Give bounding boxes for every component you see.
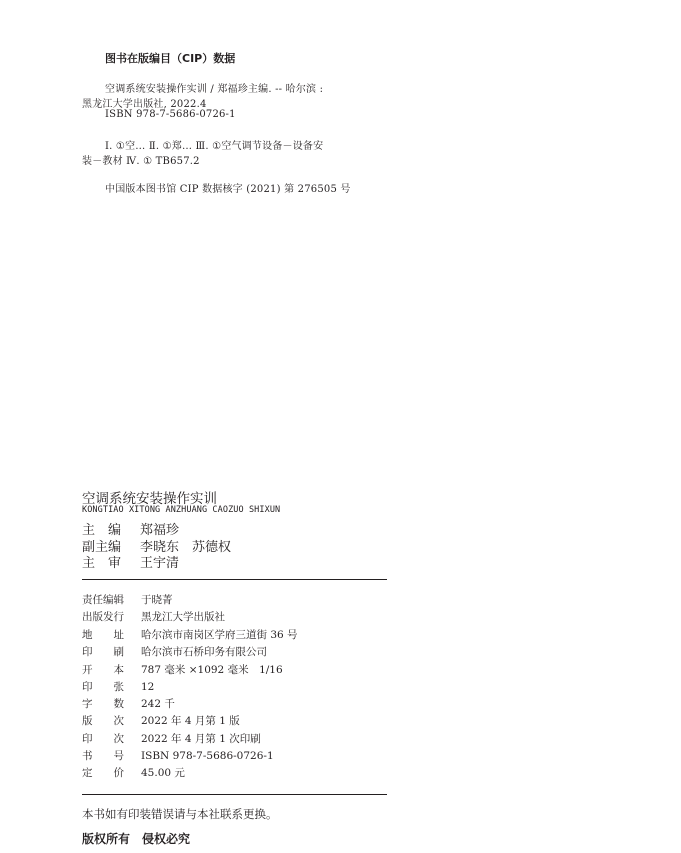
info-row bbox=[82, 713, 240, 728]
divider-bottom bbox=[82, 794, 387, 795]
info-row bbox=[82, 592, 173, 607]
info-label: 字 数 bbox=[82, 698, 124, 710]
info-label: 书 号 bbox=[82, 750, 124, 762]
reviewer-row bbox=[82, 552, 179, 571]
info-label: 定 价 bbox=[82, 767, 124, 779]
info-label: 印 次 bbox=[82, 733, 124, 745]
role-label: 主 编 bbox=[82, 523, 122, 538]
info-value: 45.00 元 bbox=[141, 767, 185, 779]
info-row bbox=[82, 696, 175, 711]
book-title: 空调系统安装操作实训 bbox=[82, 491, 217, 507]
info-row bbox=[82, 748, 274, 763]
info-row bbox=[82, 765, 185, 780]
info-value: 242 千 bbox=[141, 698, 175, 710]
info-row bbox=[82, 627, 298, 642]
role-label: 主 审 bbox=[82, 556, 122, 571]
info-label: 责任编辑 bbox=[82, 594, 124, 606]
info-value: 哈尔滨市南岗区学府三道街 36 号 bbox=[141, 629, 298, 641]
info-value: 787 毫米 ×1092 毫米 1/16 bbox=[141, 664, 283, 676]
info-row bbox=[82, 644, 267, 659]
info-label: 出版发行 bbox=[82, 611, 124, 623]
role-names: 王宇清 bbox=[140, 556, 180, 571]
info-label: 印 刷 bbox=[82, 646, 124, 658]
cip-line-classification: Ⅰ. ①空… Ⅱ. ①郑… Ⅲ. ①空气调节设备－设备安 bbox=[105, 141, 324, 152]
info-row bbox=[82, 679, 154, 694]
info-label: 印 张 bbox=[82, 681, 124, 693]
info-value: 2022 年 4 月第 1 版 bbox=[141, 715, 240, 727]
divider-top bbox=[82, 579, 387, 580]
cip-line-2: 黑龙江大学出版社, 2022.4 bbox=[82, 99, 207, 110]
info-label: 地 址 bbox=[82, 629, 124, 641]
info-row bbox=[82, 731, 261, 746]
replacement-notice: 本书如有印装错误请与本社联系更换。 bbox=[82, 807, 278, 821]
info-value: 2022 年 4 月第 1 次印刷 bbox=[141, 733, 261, 745]
role-names: 郑福珍 bbox=[140, 523, 180, 538]
cip-line-classification-cont: 装－教材 Ⅳ. ① TB657.2 bbox=[82, 156, 200, 167]
cip-title: 图书在版编目（CIP）数据 bbox=[105, 52, 236, 65]
role-label: 副主编 bbox=[82, 540, 122, 555]
book-title-pinyin: KONGTIAO XITONG ANZHUANG CAOZUO SHIXUN bbox=[82, 505, 281, 515]
cip-line-record-number: 中国版本图书馆 CIP 数据核字 (2021) 第 276505 号 bbox=[105, 184, 351, 195]
info-value: 于晓菁 bbox=[141, 594, 173, 606]
info-value: 12 bbox=[141, 681, 155, 693]
info-label: 版 次 bbox=[82, 715, 124, 727]
cip-line-isbn: ISBN 978-7-5686-0726-1 bbox=[105, 109, 236, 120]
role-names: 李晓东 苏德权 bbox=[140, 540, 232, 555]
info-value: 黑龙江大学出版社 bbox=[141, 611, 225, 623]
info-value: ISBN 978-7-5686-0726-1 bbox=[141, 750, 274, 762]
info-label: 开 本 bbox=[82, 664, 124, 676]
info-value: 哈尔滨市石桥印务有限公司 bbox=[141, 646, 267, 658]
copyright-notice: 版权所有 侵权必究 bbox=[82, 832, 191, 846]
info-row bbox=[82, 662, 283, 677]
info-row bbox=[82, 609, 225, 624]
cip-line-1: 空调系统安装操作实训 / 郑福珍主编. -- 哈尔滨 : bbox=[105, 84, 324, 95]
